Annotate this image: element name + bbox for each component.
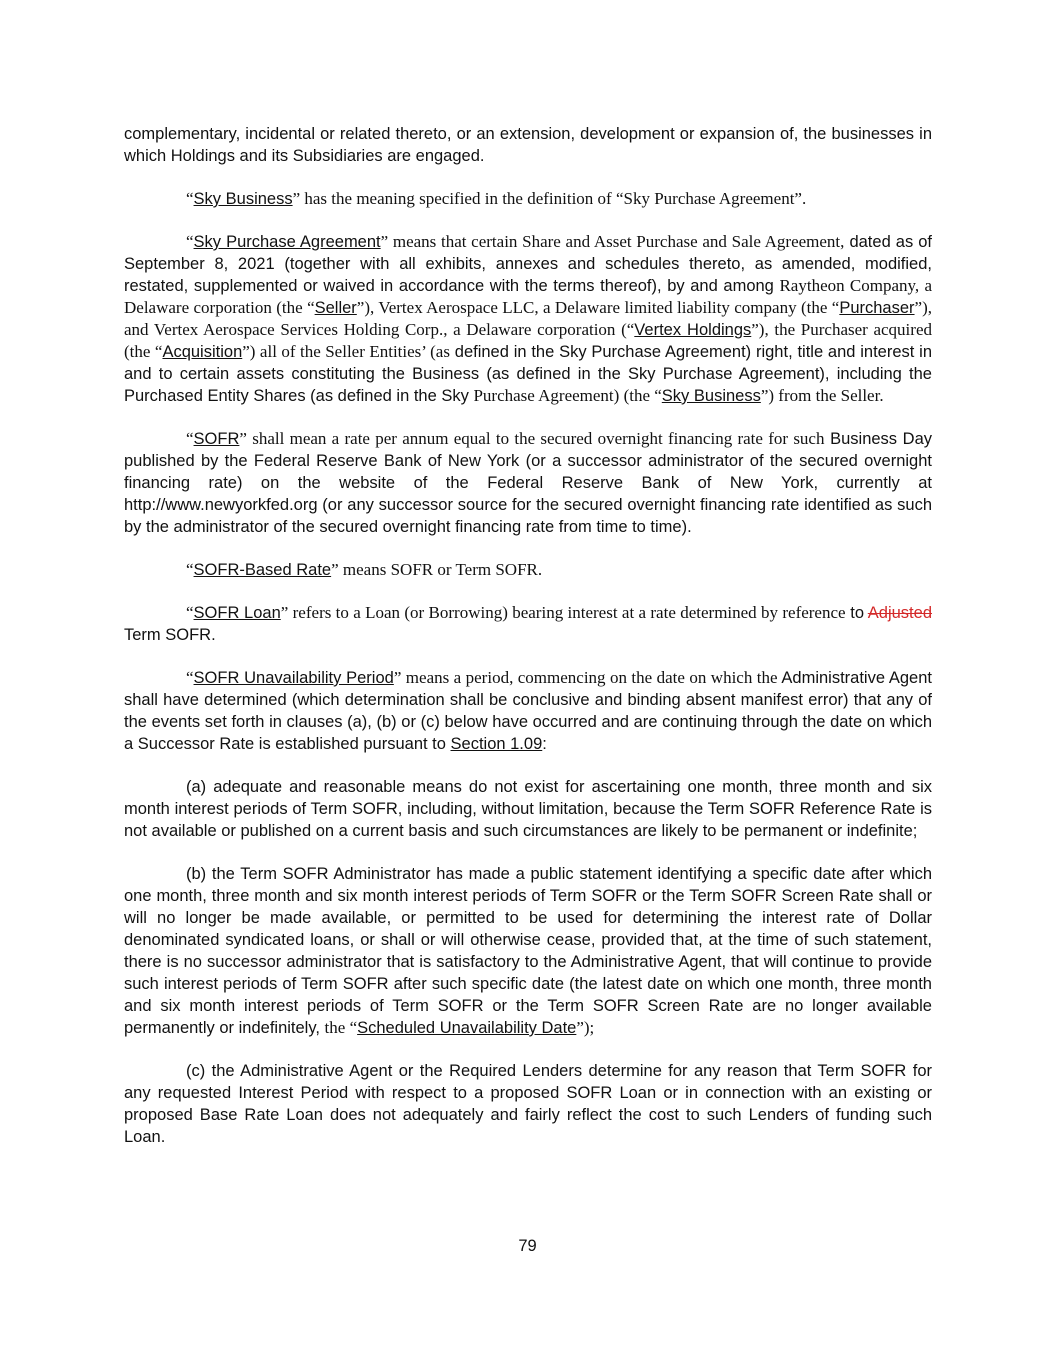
defined-term-seller: Seller	[314, 299, 357, 317]
defined-term-sofr-based-rate: SOFR-Based Rate	[193, 561, 332, 579]
open-quote: “	[186, 429, 194, 448]
definition-text: ”) all of the Seller Entities’ (as	[242, 342, 450, 361]
definition-text: Raytheon Company, a Delaware corporation (the “	[124, 276, 932, 317]
defined-term-scheduled-unavailability-date: Scheduled Unavailability Date	[357, 1019, 577, 1037]
definition-text: Administrative Agent shall have determined (which determination shall be conclusive and binding absent manifest error) that any of the events set forth in clauses (a), (b) or (c) below have occurred and are continuing through the date on which a Successor Rate is established pursuant to	[124, 669, 932, 753]
definition-sofr	[124, 428, 932, 538]
defined-term-purchaser: Purchaser	[839, 299, 915, 317]
definition-text: ” shall mean a rate per annum equal to the secured overnight financing rate for such	[239, 429, 825, 448]
definition-sky-business	[124, 188, 932, 210]
defined-term-sky-business: Sky Business	[193, 190, 293, 208]
definition-text: ” means SOFR or Term SOFR.	[331, 560, 543, 579]
clause-text: (b) the Term SOFR Administrator has made a public statement identifying a specific date after which one month, three month and six month interest periods of Term SOFR or the Term SOFR Screen Rate shall or will no longer be made available, or permitted to be used for determining the interest rate of Dollar denominated syndicated loans, or shall or will otherwise cease, provided that, at the time of such statement, there is no successor administrator that is satisfactory to the Administrative Agent, that will continue to provide such interest periods of Term SOFR after such specific date (the latest date on which one month, three month and six month interest periods of Term SOFR or the Term SOFR Screen Rate are no longer available permanently or indefinitely,	[124, 865, 932, 1037]
definition-sofr-unavailability-period	[124, 667, 932, 755]
definition-text: :	[542, 735, 547, 753]
open-quote: “	[186, 560, 194, 579]
definition-text: ”), Vertex Aerospace LLC, a Delaware limited liability company (the “	[356, 298, 840, 317]
definition-text: Term SOFR.	[124, 626, 216, 644]
clause-text: (a) adequate and reasonable means do not exist for ascertaining one month, three month and six month interest periods of Term SOFR, including, without limitation, because the Term SOFR Reference Rate is not available or published on a current basis and such circumstances are likely to be permanent or indefinite;	[124, 778, 932, 840]
clause-text: (c) the Administrative Agent or the Required Lenders determine for any reason that Term SOFR for any requested Interest Period with respect to a proposed SOFR Loan or in connection with an existing or proposed Base Rate Loan does not adequately and fairly reflect the cost to such Lenders of funding such Loan.	[124, 1062, 932, 1146]
open-quote: “	[186, 603, 194, 622]
defined-term-sky-purchase-agreement: Sky Purchase Agreement	[193, 233, 381, 251]
clause-text: the “	[324, 1018, 358, 1037]
definition-text: ”), the Purchaser acquired (the “	[124, 320, 932, 361]
clause-b	[124, 863, 932, 1039]
definition-text: to	[845, 604, 868, 622]
defined-term-sofr-unavailability-period: SOFR Unavailability Period	[193, 669, 394, 687]
document-body	[124, 123, 932, 1169]
definition-text: ”) from the Seller.	[760, 386, 884, 405]
definition-text: Purchase Agreement) (the “	[473, 386, 662, 405]
clause-c	[124, 1060, 932, 1148]
definition-text: ” means that certain Share and Asset Purchase and Sale Agreement,	[380, 232, 845, 251]
defined-term-vertex-holdings: Vertex Holdings	[634, 321, 752, 339]
paragraph-continuation	[124, 123, 932, 167]
defined-term-sky-business: Sky Business	[661, 387, 761, 405]
open-quote: “	[186, 668, 194, 687]
definition-sky-purchase-agreement	[124, 231, 932, 407]
definition-text: Business Day published by the Federal Reserve Bank of New York (or a successor administrator of the secured overnight financing rate) on the website of the Federal Reserve Bank of New York, currently at http://www.newyorkfed.org (or any successor source for the secured overnight financing rate identified as such by the administrator of the secured overnight financing rate from time to time).	[124, 430, 932, 536]
section-reference: Section 1.09	[450, 735, 543, 753]
definition-text: ” has the meaning specified in the definition of “Sky Purchase Agreement”.	[292, 189, 807, 208]
definition-text: dated as of September 8, 2021 (together with all exhibits, annexes and schedules thereto, as amended, modified, restated, supplemented or waived in accordance with the terms thereof), by and among	[124, 233, 932, 295]
definition-text: ”), and Vertex Aerospace Services Holding Corp., a Delaware corporation (“	[124, 298, 932, 339]
definition-text: ” means a period, commencing on the date on which the	[393, 668, 778, 687]
definition-sofr-based-rate	[124, 559, 932, 581]
defined-term-acquisition: Acquisition	[162, 343, 243, 361]
defined-term-sofr: SOFR	[193, 430, 240, 448]
clause-text: ”);	[576, 1018, 595, 1037]
page-number: 79	[518, 1237, 537, 1255]
definition-text: defined in the Sky Purchase Agreement) right, title and interest in and to certain assets constituting the Business (as defined in the Sky Purchase Agreement), including the Purchased Entity Shares (as defined in the Sky	[124, 343, 932, 405]
continuation-text: complementary, incidental or related thereto, or an extension, development or expansion of, the businesses in which Holdings and its Subsidiaries are engaged.	[124, 125, 932, 165]
open-quote: “	[186, 189, 194, 208]
definition-text: ” refers to a Loan (or Borrowing) bearing interest at a rate determined by reference	[280, 603, 846, 622]
open-quote: “	[186, 232, 194, 251]
deleted-text: Adjusted	[867, 604, 932, 622]
clause-a	[124, 776, 932, 842]
defined-term-sofr-loan: SOFR Loan	[193, 604, 281, 622]
definition-sofr-loan	[124, 602, 932, 646]
